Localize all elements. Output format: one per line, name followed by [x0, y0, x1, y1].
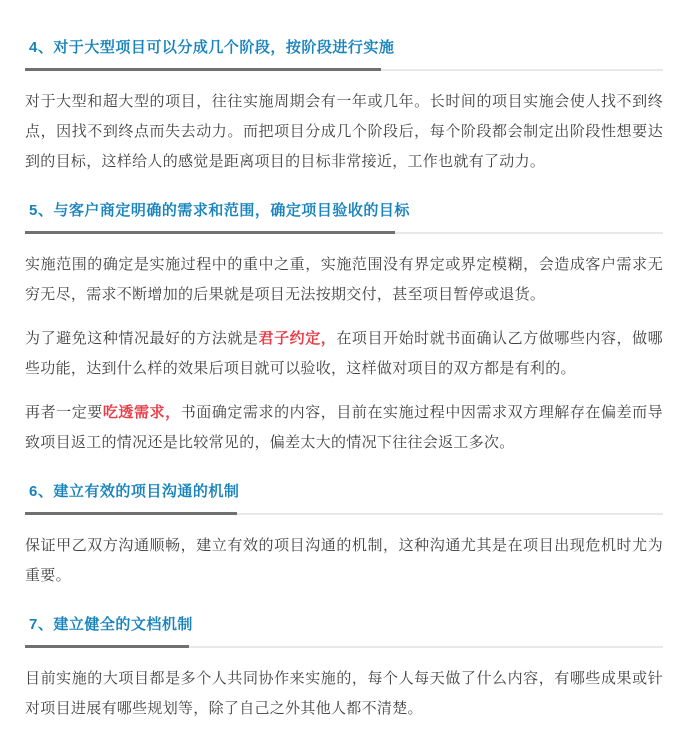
section-6 — [25, 482, 663, 591]
section-6-divider — [25, 512, 663, 515]
divider-light-segment — [237, 513, 663, 515]
divider-dark-segment — [25, 512, 237, 515]
section-6-paragraph-1: 保证甲乙双方沟通顺畅，建立有效的项目沟通的机制，这种沟通尤其是在项目出现危机时尤为重要。 — [25, 537, 663, 584]
divider-dark-segment — [25, 68, 381, 71]
section-7-paragraph-1: 目前实施的大项目都是多个人共同协作来实施的，每个人每天做了什么内容，有哪些成果或针对项目进展有哪些规划等，除了自己之外其他人都不清楚。 — [25, 670, 663, 717]
section-7-divider — [25, 645, 663, 648]
paragraph-text: 为了避免这种情况最好的方法就是 — [25, 330, 259, 347]
highlighted-phrase: 君子约定， — [258, 330, 337, 347]
paragraph-text: 在项目开始时就书面确认乙方做哪些内容，做哪些功能，达到什么样的效果后项目就可以验收，这样做对项目的双方都是有利的。 — [25, 330, 663, 377]
divider-light-segment — [189, 646, 663, 648]
paragraph-text: 再者一定要 — [25, 404, 103, 421]
section-4-divider — [25, 68, 663, 71]
section-4-paragraph-1: 对于大型和超大型的项目，往往实施周期会有一年或几年。长时间的项目实施会使人找不到终点，因找不到终点而失去动力。而把项目分成几个阶段后，每个阶段都会制定出阶段性想要达到的目标，这样给人的感觉是距离项目的目标非常接近，工作也就有了动力。 — [25, 93, 663, 170]
section-5-paragraph-2 — [25, 324, 663, 384]
section-5 — [25, 201, 663, 458]
section-5-paragraph-1: 实施范围的确定是实施过程中的重中之重，实施范围没有界定或界定模糊，会造成客户需求无穷无尽，需求不断增加的后果就是项目无法按期交付，甚至项目暂停或退货。 — [25, 256, 663, 303]
section-4 — [25, 38, 663, 177]
section-4-title: 4、对于大型项目可以分成几个阶段，按阶段进行实施 — [29, 39, 395, 56]
section-5-title: 5、与客户商定明确的需求和范围，确定项目验收的目标 — [29, 202, 410, 219]
divider-light-segment — [395, 232, 663, 234]
section-5-paragraph-3 — [25, 398, 663, 458]
divider-dark-segment — [25, 231, 395, 234]
section-6-title: 6、建立有效的项目沟通的机制 — [29, 483, 240, 500]
divider-dark-segment — [25, 645, 189, 648]
divider-light-segment — [381, 69, 663, 71]
section-7 — [25, 615, 663, 724]
highlighted-phrase: 吃透需求， — [102, 404, 181, 421]
paragraph-text: 书面确定需求的内容，目前在实施过程中因需求双方理解存在偏差而导致项目返工的情况还是比较常见的，偏差太大的情况下往往会返工多次。 — [25, 404, 663, 451]
section-7-title: 7、建立健全的文档机制 — [29, 616, 193, 633]
section-5-divider — [25, 231, 663, 234]
